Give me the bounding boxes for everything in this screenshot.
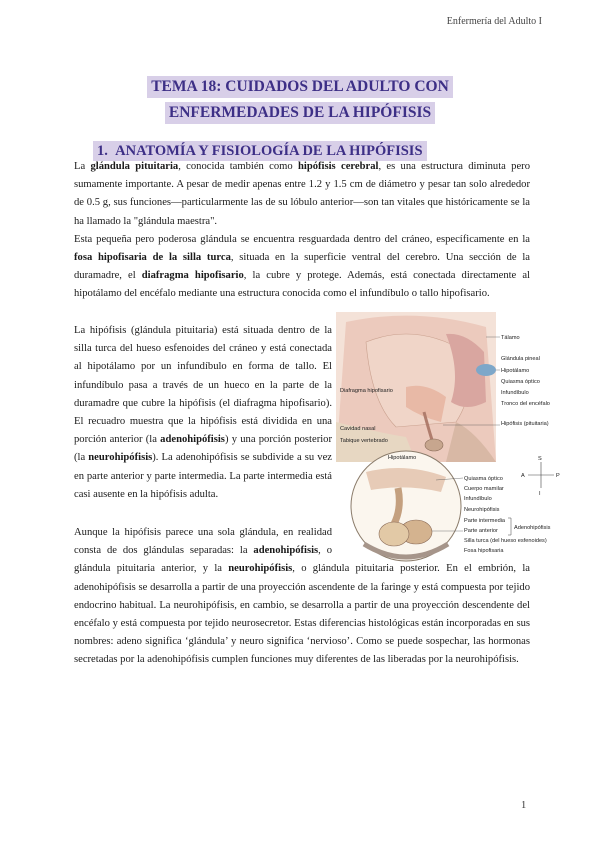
label-glandula-pineal: Glándula pineal: [501, 356, 540, 362]
label-inset-neurohipofisis: Neurohipófisis: [464, 507, 500, 513]
label-inset-cuerpo-mamilar: Cuerpo mamilar: [464, 486, 504, 492]
term-bold: hipófisis cerebral: [298, 161, 379, 172]
label-adenohipofisis-bracket: Adenohipófisis: [514, 525, 551, 531]
compass-a: A: [521, 473, 525, 479]
term-bold: neurohipófisis: [228, 563, 293, 575]
label-tabique: Tabique vertebrado: [340, 438, 388, 444]
compass-p: P: [556, 473, 560, 479]
text-run: , o glándula pituitaria posterior. En el embrión, la adenohipófisis se desarrolla a partir de una proyección ascendente de la faringe y está compuesta por tejido endocrino habitual. La neurohipófisis, en cambio, se desarrolla a partir de una proyección descendente del encéfalo y está compuesta por tejido neurosecretor. Estas diferencias histológicas están incorporadas en sus nombres: adeno significa ‘glándula’ y neuro significa ‘nervioso’. Como se puede sospechar, las hormonas secretadas por la adenohipófisis cumplen funciones muy diferentes de las liberadas por la neurohipófisis.: [74, 563, 530, 666]
text-run: ) y una porción posterior (la: [74, 434, 333, 464]
term-bold: adenohipófisis: [160, 434, 225, 446]
text-run: ). La adenohipófisis se subdivide a su vez en parte anterior y parte intermedia. La parte intermedia está casi ausente en la hipófisis adulta.: [74, 452, 332, 500]
text-run: , situada en la superficie ventral del cerebro. Una sección de la duramadre, el: [74, 252, 531, 282]
compass-rose: [521, 456, 560, 497]
term-bold: glándula pituitaria: [90, 161, 179, 172]
text-run: La hipófisis (glándula pituitaria) está situada dentro de la silla turca del hueso esfenoides del cráneo y está conectada al hipotálamo por un infundíbulo en forma de tallo. El infundíbulo pasa a través de un hueco en la parte de la duramadre que cubre la hipófisis (el diafragma hipofisario). El recuadro muestra que la hipófisis está dividida en una porción anterior (la: [74, 325, 332, 446]
label-hipofisis: Hipófisis (pituitaria): [501, 421, 549, 427]
compass-i: I: [539, 491, 541, 497]
intro-paragraphs: [74, 158, 530, 304]
term-bold: neurohipófisis: [88, 452, 153, 464]
label-diafragma-hipofisario: Diafragma hipofisario: [340, 388, 393, 394]
pituitary-anatomy-figure: [336, 312, 568, 562]
label-tronco-encefalo: Tronco del encéfalo: [501, 401, 550, 407]
label-hipotalamo: Hipotálamo: [501, 368, 530, 374]
label-cavidad-nasal: Cavidad nasal: [340, 426, 376, 432]
text-run: , es una estructura diminuta pero sumamente importante. A pesar de medir apenas entre 1.2 y 1.5 cm de diámetro y pesar tan solo alrededor de 0.5 g, sus funciones—particularmente las de su lóbulo anterior—son tan vitales que históricamente se la ha llamado la "glándula maestra".: [74, 161, 531, 227]
label-inset-fosa-hipofisaria: Fosa hipofisaria: [464, 548, 504, 554]
label-inset-silla-turca: Silla turca (del hueso esfenoides): [464, 538, 547, 544]
paragraph-1: [74, 158, 530, 231]
label-quiasma-optico: Quiasma óptico: [501, 379, 540, 385]
paragraph-3: [74, 322, 332, 504]
label-inset-parte-anterior: Parte anterior: [464, 528, 498, 534]
text-run: Esta pequeña pero poderosa glándula se encuentra resguardada dentro del cráneo, específicamente en la: [74, 233, 530, 245]
text-run: , conocida también como: [178, 161, 298, 172]
term-bold: diafragma hipofisario: [141, 270, 244, 282]
title-line-1: TEMA 18: CUIDADOS DEL ADULTO CON: [147, 76, 453, 98]
label-inset-infundibulo: Infundíbulo: [464, 496, 492, 502]
text-run: Aunque la hipófisis parece una sola glándula, en realidad consta de dos glándulas separadas: la: [74, 527, 332, 557]
compass-s: S: [538, 456, 542, 462]
running-header: Enfermería del Adulto I: [446, 16, 542, 27]
text-run: La: [74, 161, 91, 172]
section-number: 1.: [97, 143, 108, 159]
paragraph-2: [74, 231, 530, 304]
section-title: ANATOMÍA Y FISIOLOGÍA DE LA HIPÓFISIS: [115, 143, 423, 159]
document-title: [0, 76, 600, 124]
label-inset-parte-intermedia: Parte intermedia: [464, 518, 506, 524]
label-inset-quiasma: Quiasma óptico: [464, 476, 503, 482]
text-run: , la cubre y protege. Además, está conectada directamente al hipotálamo del encéfalo mediante una estructura conocida como el infundíbulo o tallo hipofisario.: [74, 270, 530, 300]
label-infundibulo: Infundíbulo: [501, 390, 529, 396]
inset-title: Hipotálamo: [388, 455, 417, 461]
page-number: 1: [521, 800, 527, 811]
title-line-2: ENFERMEDADES DE LA HIPÓFISIS: [165, 102, 435, 124]
term-bold: fosa hipofisaria de la silla turca: [74, 252, 231, 264]
adenohypophysis-bracket: [508, 518, 511, 535]
text-run: , o glándula pituitaria anterior, y la: [74, 545, 332, 575]
pineal-gland: [476, 364, 496, 376]
term-bold: adenohipófisis: [253, 545, 319, 557]
pituitary-shape: [425, 439, 443, 451]
inset-adenohypophysis: [379, 522, 409, 546]
label-talamo: Tálamo: [501, 335, 520, 341]
